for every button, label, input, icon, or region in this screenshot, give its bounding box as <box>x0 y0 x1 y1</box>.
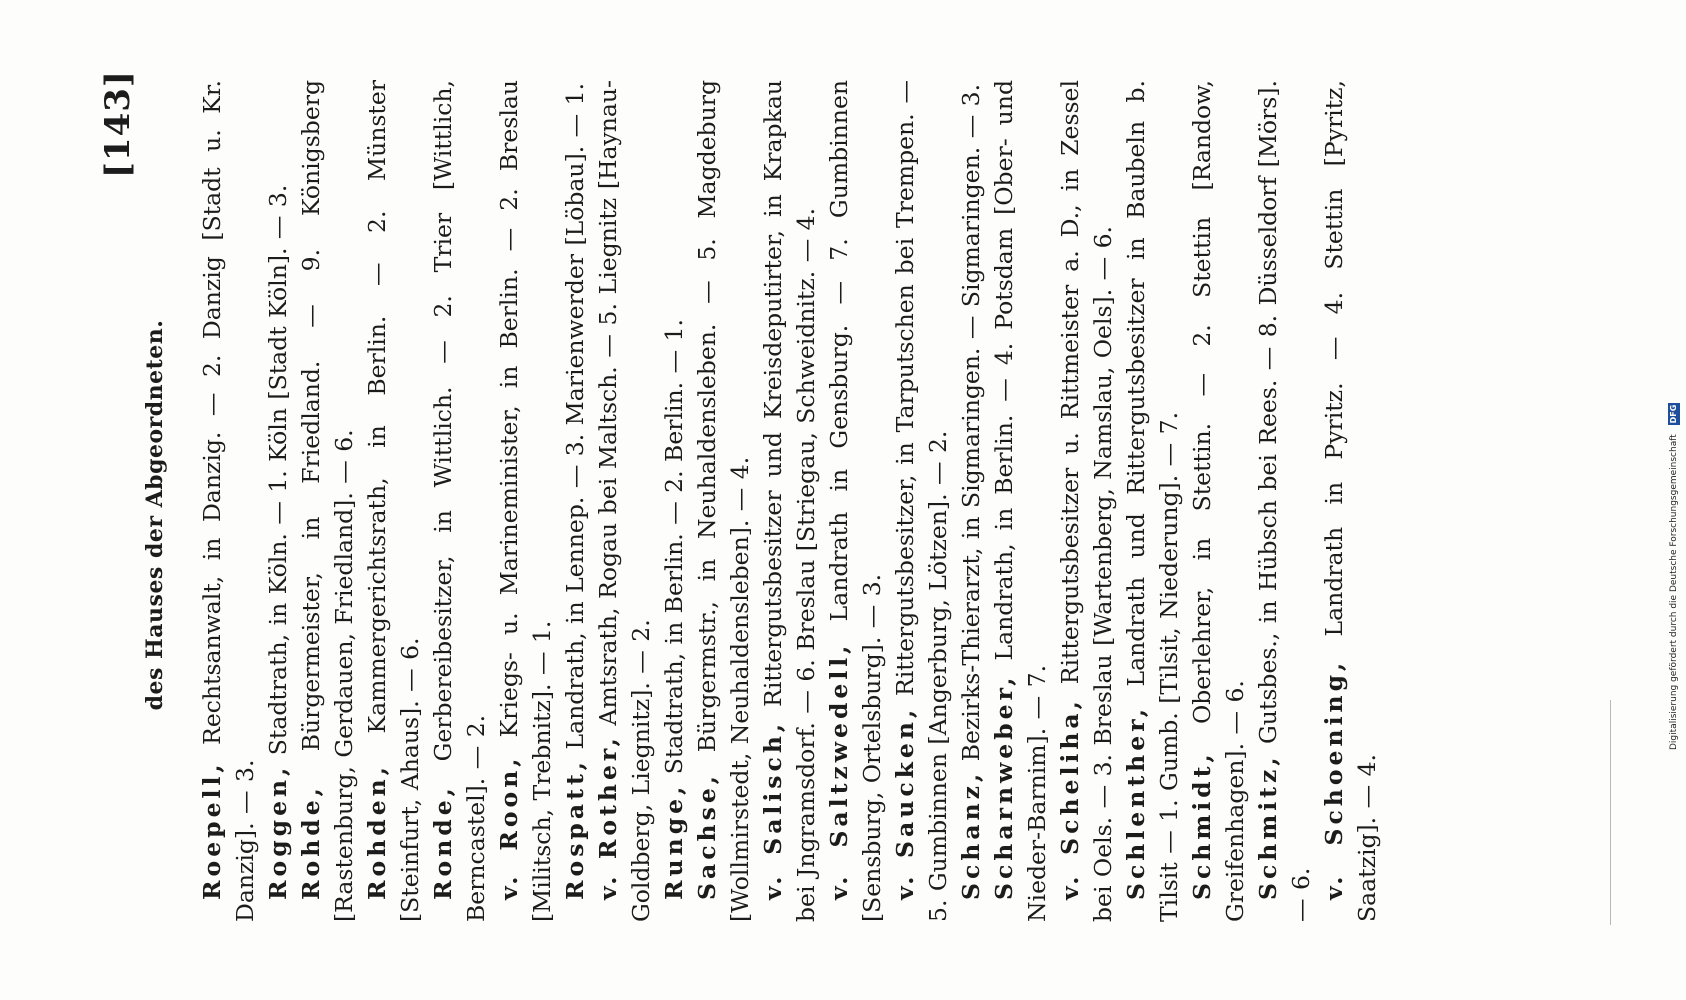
running-head: des Hauses der Abgeordneten. <box>142 319 168 711</box>
entry-name: v. Rother, <box>594 734 622 900</box>
entry-text: Bürgermstr., in Neuhaldensleben. — 5. Magdeburg [Wollmirstedt, Neuhaldensleben]. — 4. <box>693 80 754 922</box>
page-number: [143] <box>98 70 138 179</box>
entry-text: Rittergutsbesitzer und Kreisdeputirter, in Krapkau bei Jngramsdorf. — 6. Breslau [Striegau, Schweidnitz. — 4. <box>759 80 820 922</box>
entry-name: Schmidt, <box>1188 750 1216 900</box>
credit-text: Digitalisierung gefördert durch die Deutsche Forschungsgemeinschaft <box>1669 434 1679 750</box>
entry-name: Schmitz, <box>1254 753 1282 900</box>
entry <box>592 80 658 922</box>
entry-name: Rohde, <box>297 784 325 900</box>
entry <box>1120 80 1186 922</box>
entry <box>559 80 592 922</box>
entry <box>361 80 427 922</box>
entry-text: Rittergutsbesitzer u. Rittmeister a. D., in Zessel bei Oels. — 3. Breslau [Wartenberg, Namslau, Oels]. — 6. <box>1056 80 1117 922</box>
entry-text: Bürgermeister, in Friedland. — 9. Königsberg [Rastenburg, Gerdauen, Friedland]. — 6. <box>297 80 358 922</box>
entry-text: Kriegs- u. Marineminister, in Berlin. — 2. Breslau [Militsch, Trebnitz]. — 1. <box>495 80 556 922</box>
entry-name: Schlenther, <box>1122 704 1150 900</box>
entry-text: Rittergutsbesitzer, in Tarputschen bei Trempen. — 5. Gumbinnen [Angerburg, Lötzen]. — 2. <box>891 80 952 922</box>
entry-text: Landrath und Rittergutsbesitzer in Baubeln b. Tilsit — 1. Gumb. [Tilsit, Niederung]. — 7. <box>1122 80 1183 922</box>
entry-name: v. Saltzwedell, <box>825 641 853 900</box>
entry-text: Landrath, in Berlin. — 4. Potsdam [Ober- und Nieder-Barnim]. — 7. <box>990 80 1051 922</box>
entry-name: Schanz, <box>957 769 985 900</box>
entry-text: Landrath in Pyritz. — 4. Stettin [Pyritz, Saatzig]. — 4. <box>1320 80 1381 922</box>
entry-name: Ronde, <box>429 784 457 900</box>
entry <box>493 80 559 922</box>
entry-name: v. Scheliha, <box>1056 697 1084 900</box>
entry-text: Stadtrath, in Köln. — 1. Köln [Stadt Köln]. — 3. <box>264 184 292 756</box>
entry <box>196 80 262 922</box>
entry-text: Rechtsanwalt, in Danzig. — 2. Danzig [Stadt u. Kr. Danzig]. — 3. <box>198 80 259 922</box>
entry-text: Gerbereibesitzer, in Wittlich. — 2. Trier [Wittlich, Berncastel]. — 2. <box>429 80 490 922</box>
entry-name: Rohden, <box>363 763 391 900</box>
entry-text: Stadtrath, in Berlin. — 2. Berlin. — 1. <box>660 319 688 775</box>
entry-text: Amtsrath, Rogau bei Maltsch. — 5. Liegnitz [Haynau-Goldberg, Liegnitz]. — 2. <box>594 80 655 922</box>
entry-text: Gutsbes., in Hübsch bei Rees. — 8. Düsseldorf [Mörs]. — 6. <box>1254 80 1315 922</box>
entry <box>1054 80 1120 922</box>
entry <box>1252 80 1318 922</box>
entry <box>691 80 757 922</box>
entry-name: Sachse, <box>693 772 721 900</box>
entry-name: v. Roon, <box>495 754 523 900</box>
entry-list <box>196 80 1384 922</box>
entry-text: Landrath in Gensburg. — 7. Gumbinnen [Sensburg, Ortelsburg]. — 3. <box>825 80 886 922</box>
entry-name: Roggen, <box>264 763 292 900</box>
entry-name: v. Schoening, <box>1320 658 1348 900</box>
dfg-logo: DFG <box>1669 404 1678 424</box>
entry-name: v. Salisch, <box>759 719 787 900</box>
entry <box>757 80 823 922</box>
gutter-rule <box>1610 700 1611 925</box>
entry-name: Roepell, <box>198 760 226 900</box>
entry-text: Oberlehrer, in Stettin. — 2. Stettin [Randow, Greifenhagen]. — 6. <box>1188 80 1249 922</box>
entry-name: Rospatt, <box>561 758 589 900</box>
entry-text: Bezirks-Thierarzt, in Sigmaringen. — Sigmaringen. — 3. <box>957 83 985 762</box>
entry <box>427 80 493 922</box>
entry <box>823 80 889 922</box>
entry <box>1318 80 1384 922</box>
entry-text: Kammergerichtsrath, in Berlin. — 2. Münster [Steinfurt, Ahaus]. — 6. <box>363 80 424 922</box>
entry <box>1186 80 1252 922</box>
entry-name: v. Saucken, <box>891 705 919 900</box>
entry-name: Scharnweber, <box>990 673 1018 900</box>
entry <box>295 80 361 922</box>
entry <box>889 80 955 922</box>
entry <box>955 80 988 922</box>
entry-name: Runge, <box>660 782 688 900</box>
entry <box>988 80 1054 922</box>
entry-text: Landrath, in Lennep. — 3. Marienwerder [Löbau]. — 1. <box>561 82 589 750</box>
entry <box>262 80 295 922</box>
credit-strip <box>1668 250 1680 750</box>
entry <box>658 80 691 922</box>
